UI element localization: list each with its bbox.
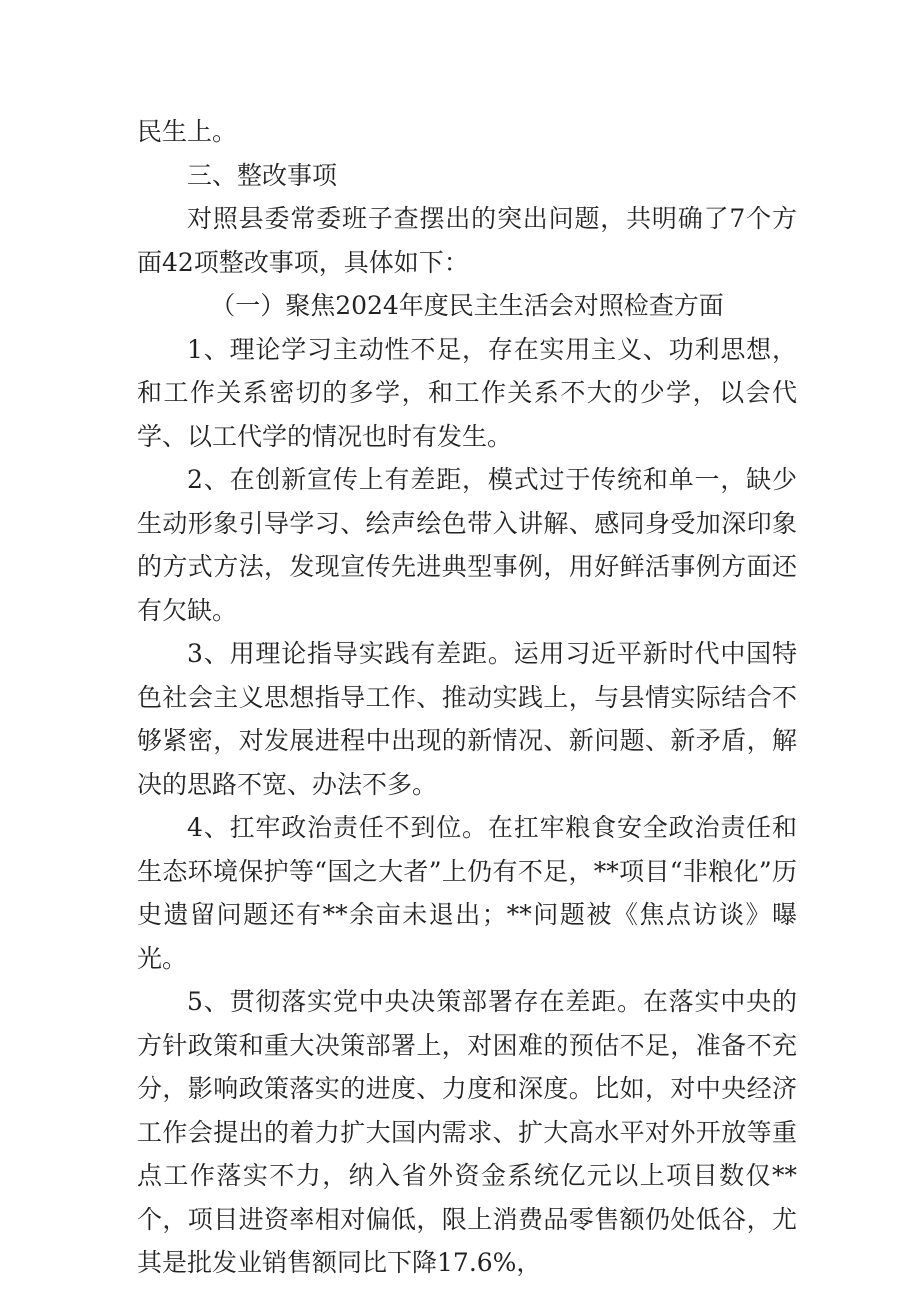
list-item: 3、用理论指导实践有差距。运用习近平新时代中国特色社会主义思想指导工作、推动实践上，与县情实际结合不够紧密，对发展进程中出现的新情况、新问题、新矛盾，解决的思路不宽、办法不多。 <box>137 639 797 799</box>
document-body <box>137 110 797 1285</box>
list-item: 1、理论学习主动性不足，存在实用主义、功利思想，和工作关系密切的多学，和工作关系不大的少学，以会代学、以工代学的情况也时有发生。 <box>137 334 797 451</box>
subsection-heading: （一）聚焦2024年度民主生活会对照检查方面 <box>210 291 724 320</box>
list-item: 2、在创新宣传上有差距，模式过于传统和单一，缺少生动形象引导学习、绘声绘色带入讲解、感同身受加深印象的方式方法，发现宣传先进典型事例，用好鲜活事例方面还有欠缺。 <box>137 465 797 625</box>
list-item: 4、扛牢政治责任不到位。在扛牢粮食安全政治责任和生态环境保护等“国之大者”上仍有不足，**项目“非粮化”历史遗留问题还有**余亩未退出；**问题被《焦点访谈》曝光。 <box>137 813 797 973</box>
continuation-text: 民生上。 <box>137 117 238 146</box>
list-item: 5、贯彻落实党中央决策部署存在差距。在落实中央的方针政策和重大决策部署上，对困难的预估不足，准备不充分，影响政策落实的进度、力度和深度。比如，对中央经济工作会提出的着力扩大国内需求、扩大高水平对外开放等重点工作落实不力，纳入省外资金系统亿元以上项目数仅**个，项目进资率相对偏低，限上消费品零售额仍处低谷，尤其是批发业销售额同比下降17.6%， <box>137 987 797 1277</box>
intro-paragraph: 对照县委常委班子查摆出的突出问题，共明确了7个方面42项整改事项，具体如下： <box>137 204 797 277</box>
section-heading: 三、整改事项 <box>187 160 338 190</box>
